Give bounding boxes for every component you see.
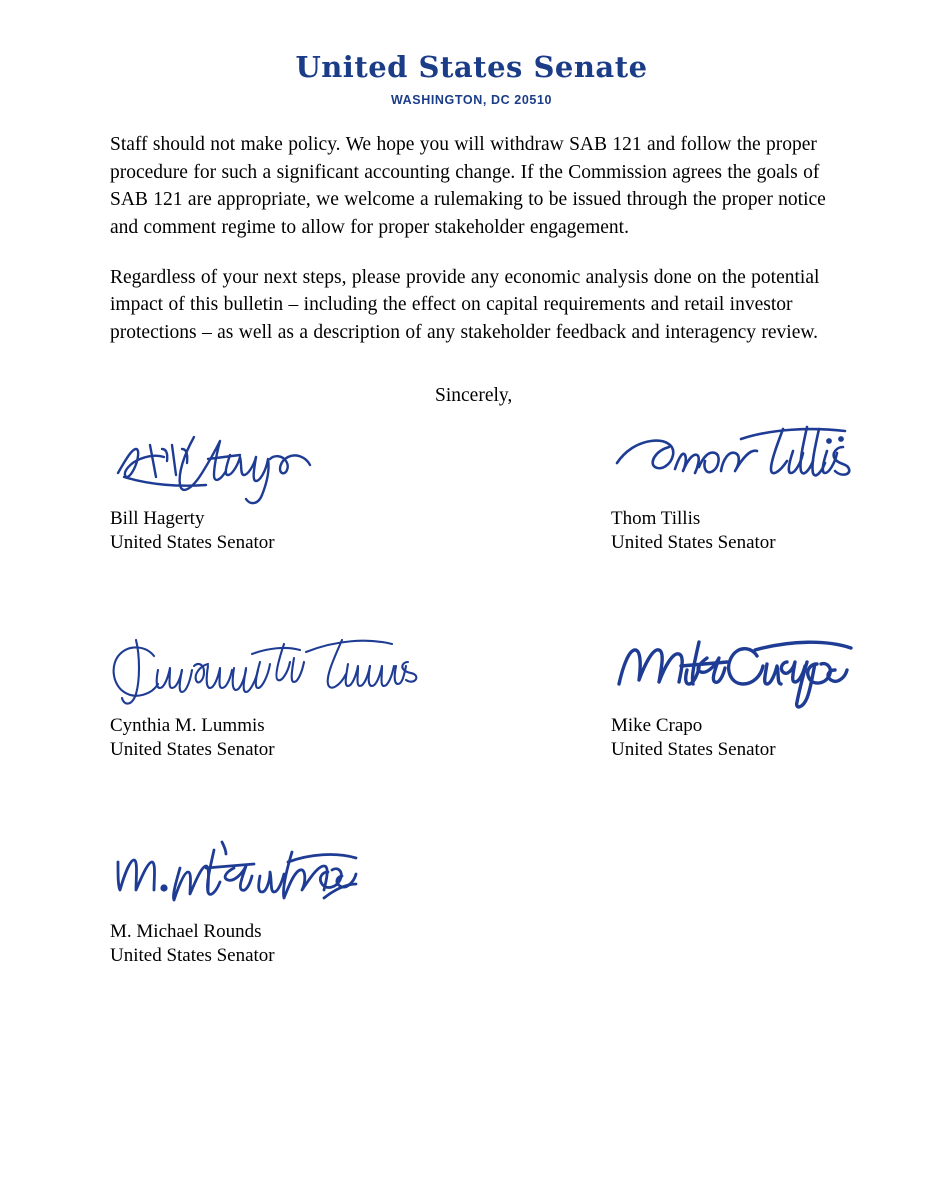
closing-line: Sincerely,: [435, 384, 513, 406]
signatory-title: United States Senator: [110, 532, 275, 554]
signatory-name: Thom Tillis: [611, 508, 701, 529]
signatory-name: M. Michael Rounds: [110, 921, 262, 942]
signatory-title: United States Senator: [611, 739, 776, 761]
signatory-name: Cynthia M. Lummis: [110, 715, 265, 736]
signatory-name: Bill Hagerty: [110, 508, 205, 529]
letterhead-subtitle: WASHINGTON, DC 20510: [390, 92, 553, 107]
letterhead-title: United States Senate: [295, 50, 648, 84]
body-paragraph-2: Regardless of your next steps, please provide any economic analysis done on the potential impact of this bulletin – including the effect on capital requirements and retail investor protections – as well as a description of any stakeholder feedback and interagency review.: [110, 266, 820, 344]
signature-block-lummis: [110, 622, 610, 763]
signature-block-tillis: [611, 415, 941, 556]
signature-thom-tillis-icon: [611, 415, 941, 507]
signature-cynthia-lummis-icon: [110, 622, 610, 714]
signature-block-hagerty: [110, 415, 610, 556]
signatory-name: Mike Crapo: [611, 715, 703, 736]
signature-bill-hagerty-icon: [110, 415, 610, 507]
signatory-title: United States Senator: [110, 945, 275, 967]
letter-body: [110, 131, 833, 407]
body-paragraph-1: Staff should not make policy. We hope you will withdraw SAB 121 and follow the proper procedure for such a significant accounting change. If the Commission agrees the goals of SAB 121 are appropriate, we welcome a rulemaking to be issued through the proper notice and comment regime to allow for proper stakeholder engagement.: [110, 133, 826, 238]
signature-block-rounds: [110, 828, 610, 969]
letterhead: [0, 0, 943, 107]
signatory-title: United States Senator: [611, 532, 776, 554]
signature-mike-crapo-icon: [611, 622, 941, 714]
signature-block-crapo: [611, 622, 941, 763]
signature-michael-rounds-icon: [110, 828, 610, 920]
signatory-title: United States Senator: [110, 739, 275, 761]
